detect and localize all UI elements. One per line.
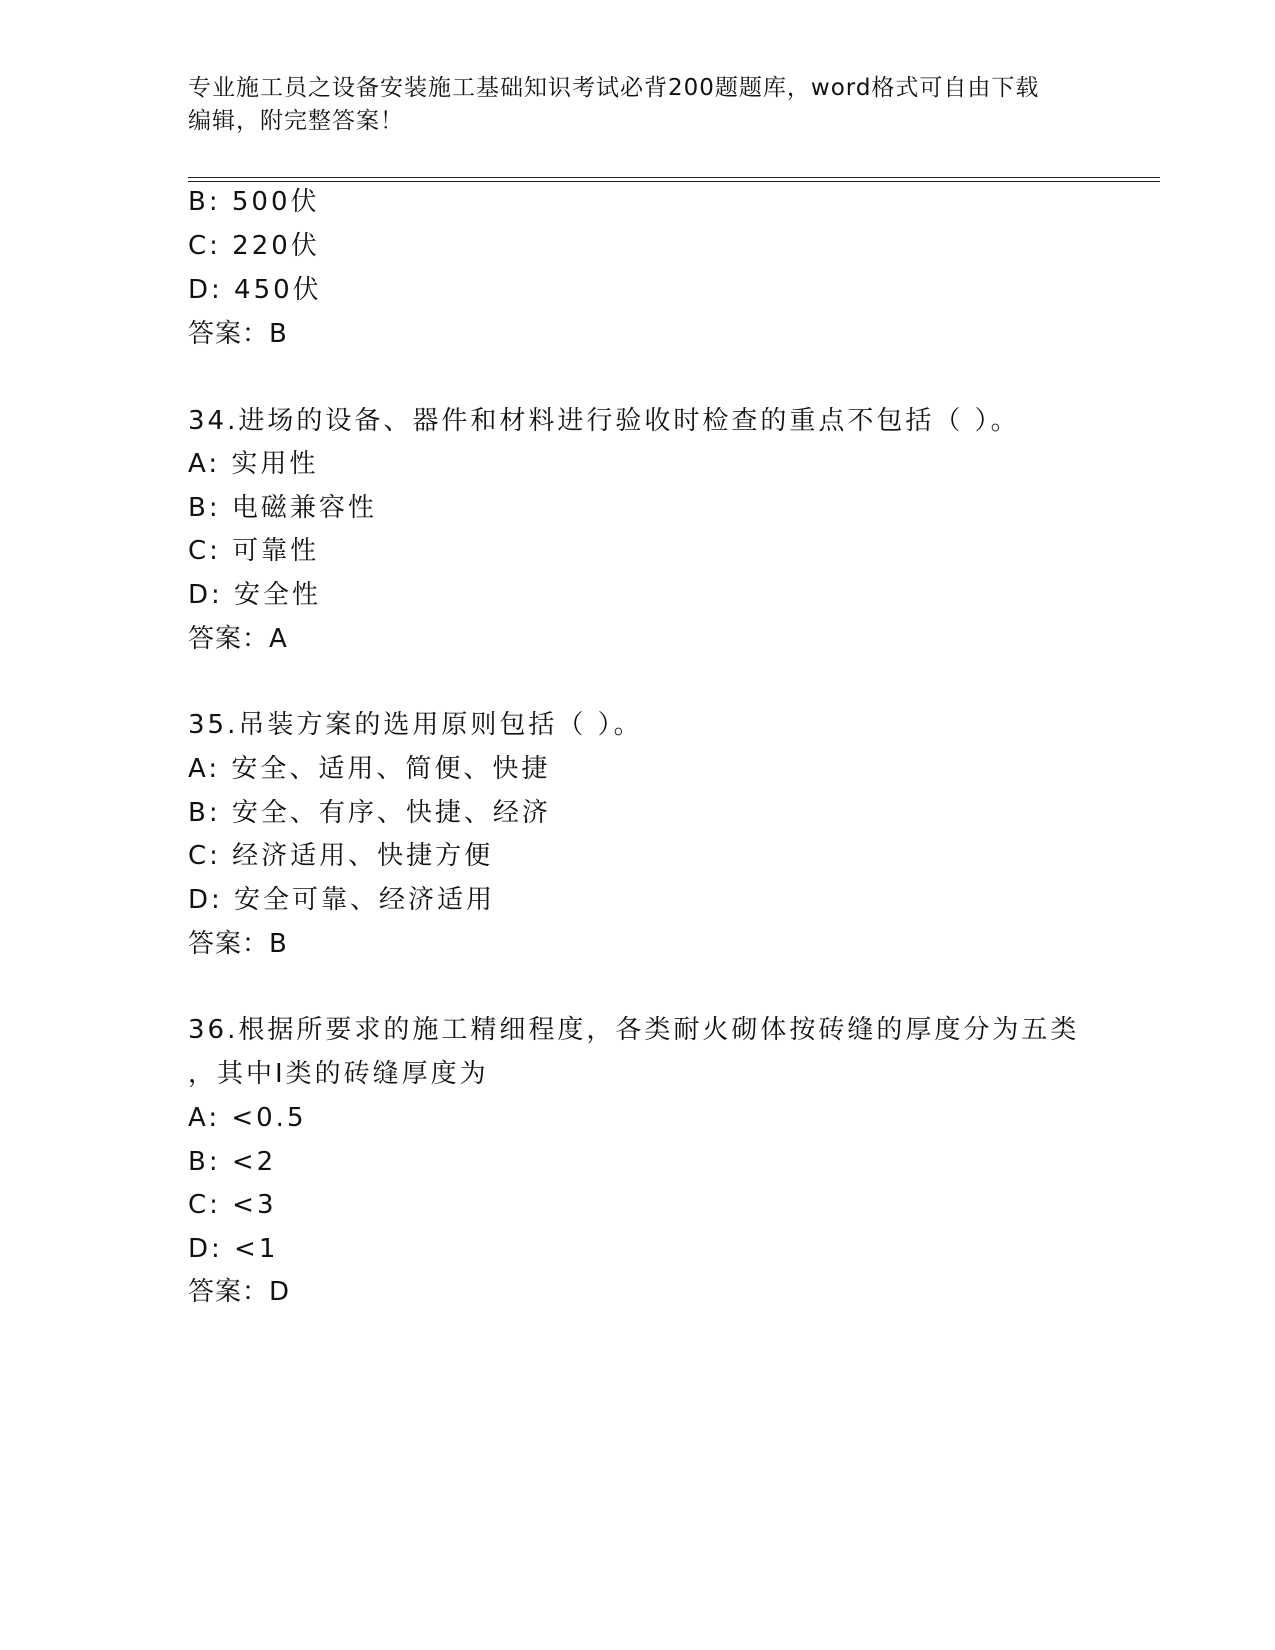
- prev-option-d: D: 450伏: [188, 275, 322, 305]
- prev-answer: 答案：B: [188, 319, 288, 349]
- header-title-line-1: 专业施工员之设备安装施工基础知识考试必背200题题库，word格式可自由下载: [188, 75, 1040, 101]
- q35-option-a: A: 安全、适用、简便、快捷: [188, 754, 551, 784]
- q35-answer: 答案：B: [188, 929, 288, 959]
- q34-option-b: B: 电磁兼容性: [188, 493, 377, 523]
- q35-question: 35.吊装方案的选用原则包括（ ）。: [188, 710, 643, 740]
- q36-option-a: A: <0.5: [188, 1103, 307, 1133]
- q34-answer: 答案：A: [188, 624, 288, 654]
- prev-option-c: C: 220伏: [188, 231, 320, 261]
- header-divider: [188, 177, 1160, 182]
- header-title-line-2: 编辑，附完整答案！: [188, 108, 404, 134]
- q36-answer: 答案：D: [188, 1277, 291, 1307]
- q36-option-c: C: <3: [188, 1190, 277, 1220]
- q34-option-d: D: 安全性: [188, 580, 322, 610]
- q36-question-line-2: ，其中Ⅰ类的砖缝厚度为: [188, 1059, 489, 1089]
- q36-option-d: D: <1: [188, 1234, 279, 1264]
- q34-option-c: C: 可靠性: [188, 536, 320, 566]
- q36-question-line-1: 36.根据所要求的施工精细程度，各类耐火砌体按砖缝的厚度分为五类: [188, 1015, 1080, 1045]
- q34-question: 34.进场的设备、器件和材料进行验收时检查的重点不包括（ ）。: [188, 406, 1020, 436]
- document-header: [188, 72, 1088, 138]
- prev-option-b: B: 500伏: [188, 187, 320, 217]
- q34-option-a: A: 实用性: [188, 449, 319, 479]
- q35-option-b: B: 安全、有序、快捷、经济: [188, 798, 551, 828]
- q36-option-b: B: <2: [188, 1147, 277, 1177]
- q35-option-d: D: 安全可靠、经济适用: [188, 885, 496, 915]
- q35-option-c: C: 经济适用、快捷方便: [188, 841, 494, 871]
